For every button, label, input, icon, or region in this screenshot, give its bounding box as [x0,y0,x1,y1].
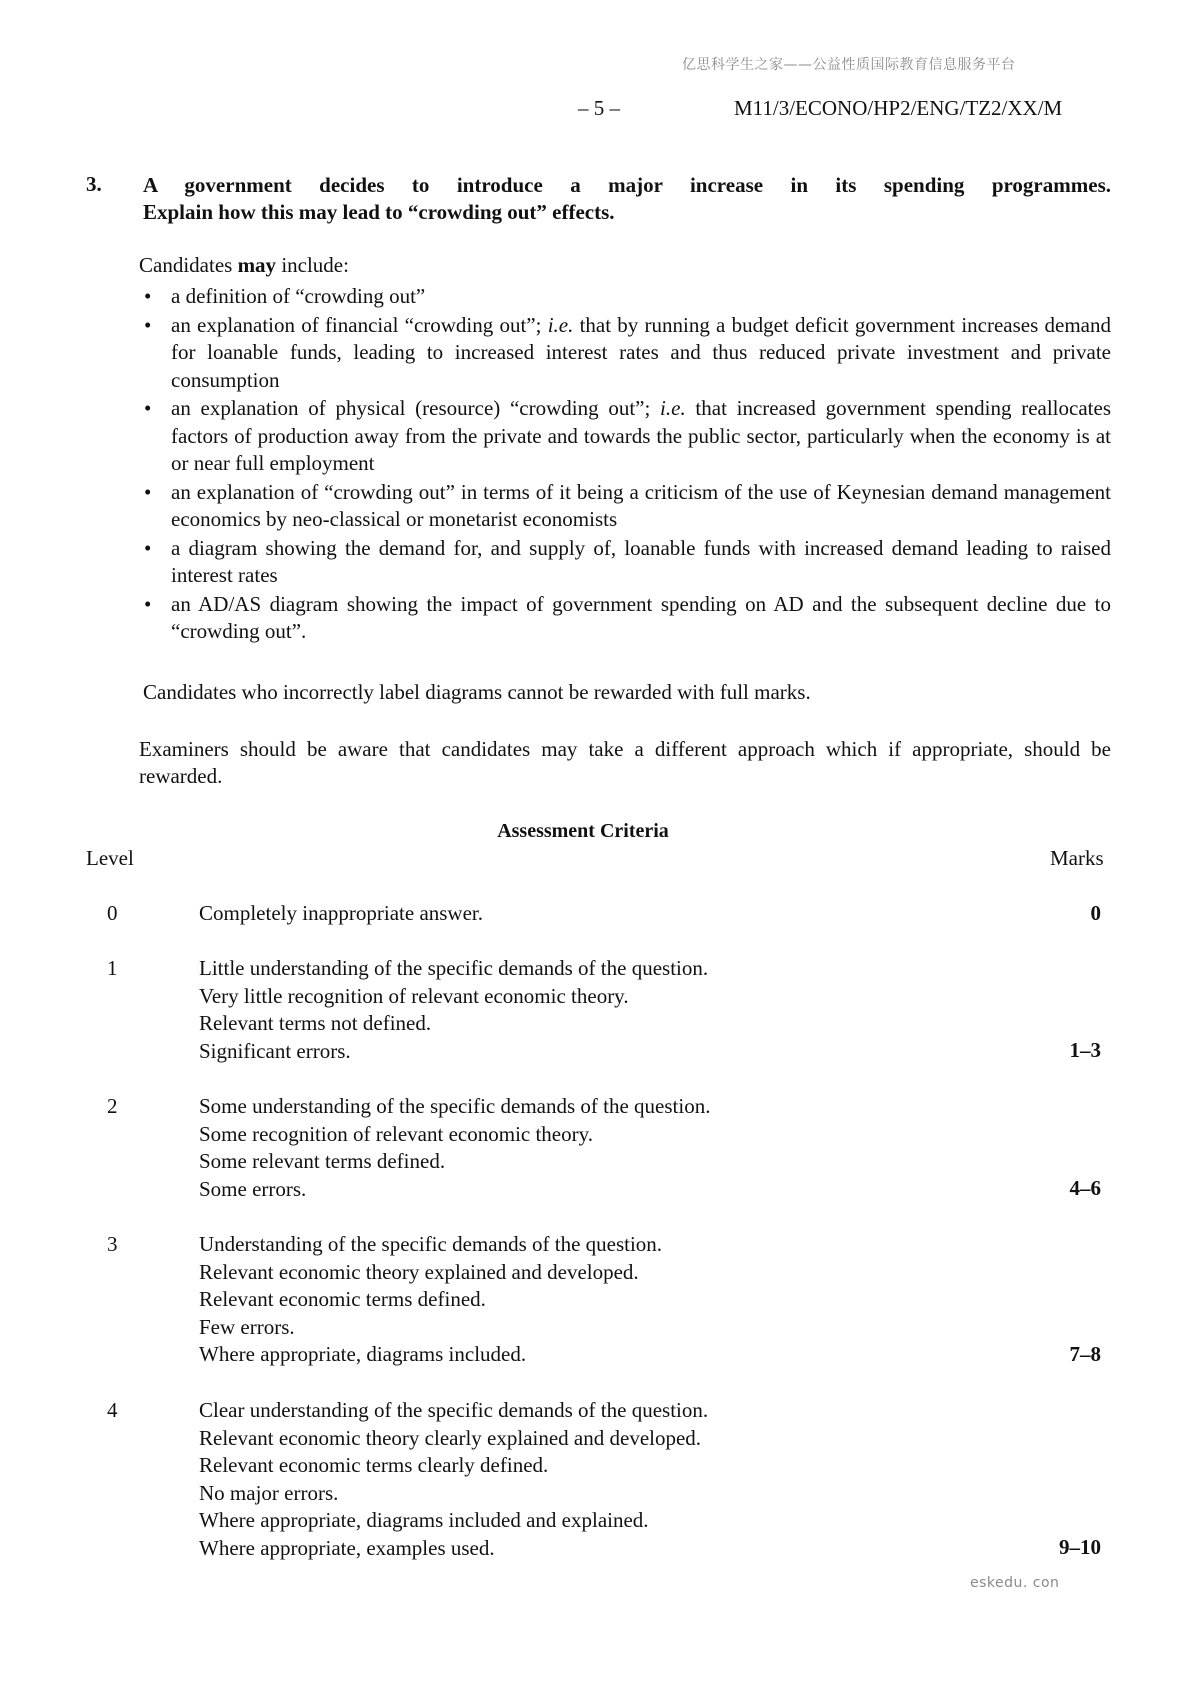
point-emphasis: i.e. [547,312,574,337]
level-marks: 4–6 [1069,1176,1101,1200]
bullet-icon: • [144,312,152,337]
point-emphasis: i.e. [660,396,686,420]
point-text: a definition of “crowding out” [171,284,426,308]
descriptor-line: Little understanding of the specific demands of the question. [199,956,709,980]
descriptor-line: Very little recognition of relevant economic theory. [199,983,629,1008]
point-text-continued: that by running a budget deficit government increases demand for loanable funds, leading to increased interest rates and thus reduced private investment and private consumption [171,312,1111,392]
level-number: 1 [107,956,118,980]
descriptor-line: Few errors. [199,1314,295,1339]
level-description [199,1397,708,1562]
descriptor-line: Some relevant terms defined. [199,1149,446,1173]
descriptor-line: Relevant economic theory explained and developed. [199,1259,639,1284]
level-number: 4 [107,1398,118,1422]
descriptor-line: Understanding of the specific demands of the question. [199,1232,663,1256]
descriptor-line: Relevant economic theory clearly explained and developed. [199,1425,702,1450]
descriptor-line: Relevant economic terms defined. [199,1287,486,1311]
watermark-top: 亿思科学生之家——公益性质国际教育信息服务平台 [682,57,1016,73]
list-item [144,535,1111,590]
point-text: an AD/AS diagram showing the impact of government spending on AD and the subsequent decline due to “crowding out”. [171,591,1111,643]
bullet-icon: • [144,479,152,504]
descriptor-line: Completely inappropriate answer. [199,901,484,925]
level-description [199,1093,710,1203]
question-line-2: Explain how this may lead to “crowding out” effects. [143,200,615,224]
level-marks: 1–3 [1069,1038,1101,1062]
level-description [199,1231,662,1369]
descriptor-line: Where appropriate, diagrams included. [199,1342,527,1366]
level-marks: 9–10 [1059,1535,1101,1559]
point-text: an explanation of “crowding out” in terms of it being a criticism of the use of Keynesian demand management economics by neo-classical or monetarist economists [171,479,1111,531]
descriptor-line: Some errors. [199,1176,307,1201]
labels-note: Candidates who incorrectly label diagrams cannot be rewarded with full marks. [143,680,811,704]
list-item [144,479,1111,534]
descriptor-line: Some recognition of relevant economic theory. [199,1121,594,1146]
level-marks: 0 [1090,901,1101,925]
bullet-icon: • [144,396,152,420]
points-list [144,283,1111,647]
list-item [144,312,1111,395]
question-line-1: A government decides to introduce a major increase in its spending programmes. [143,173,1111,197]
descriptor-line: Some understanding of the specific demands of the question. [199,1094,711,1118]
descriptor-line: Significant errors. [199,1038,351,1063]
bullet-icon: • [144,591,152,616]
examiners-note: Examiners should be aware that candidates may take a different approach which if appropriate, should be rewarded. [139,737,1111,788]
list-item [144,395,1111,478]
criteria-title: Assessment Criteria [497,820,669,842]
list-item [144,591,1111,646]
point-text: an explanation of physical (resource) “crowding out”; [171,396,661,420]
point-text: a diagram showing the demand for, and supply of, loanable funds with increased demand leading to raised interest rates [171,535,1111,587]
intro-bold: may [237,253,277,277]
level-description [199,955,708,1065]
descriptor-line: Clear understanding of the specific demands of the question. [199,1398,709,1422]
level-number: 2 [107,1094,118,1118]
list-item [144,283,1111,311]
level-description [199,900,483,928]
candidates-intro [139,253,349,278]
bullet-icon: • [144,535,152,560]
watermark-bottom: eskedu. con [970,1575,1060,1591]
document-code: M11/3/ECONO/HP2/ENG/TZ2/XX/M [734,96,1063,120]
level-number: 0 [107,901,118,925]
page-number: – 5 – [578,96,620,120]
point-text-continued: that increased government spending reallocates factors of production away from the private and towards the public sector, particularly when the economy is at or near full employment [171,396,1111,475]
level-marks: 7–8 [1069,1342,1101,1366]
question-text [143,172,1111,226]
descriptor-line: No major errors. [199,1480,339,1505]
marks-header: Marks [1050,846,1104,870]
descriptor-line: Relevant terms not defined. [199,1011,432,1035]
intro-post: include: [276,253,349,277]
point-text: an explanation of financial “crowding out”; [171,312,548,337]
bullet-icon: • [144,284,152,308]
descriptor-line: Relevant economic terms clearly defined. [199,1453,549,1477]
descriptor-line: Where appropriate, diagrams included and explained. [199,1508,649,1532]
descriptor-line: Where appropriate, examples used. [199,1535,495,1560]
intro-pre: Candidates [139,253,238,277]
question-number: 3. [86,172,102,196]
level-number: 3 [107,1232,118,1256]
level-header: Level [86,846,134,870]
